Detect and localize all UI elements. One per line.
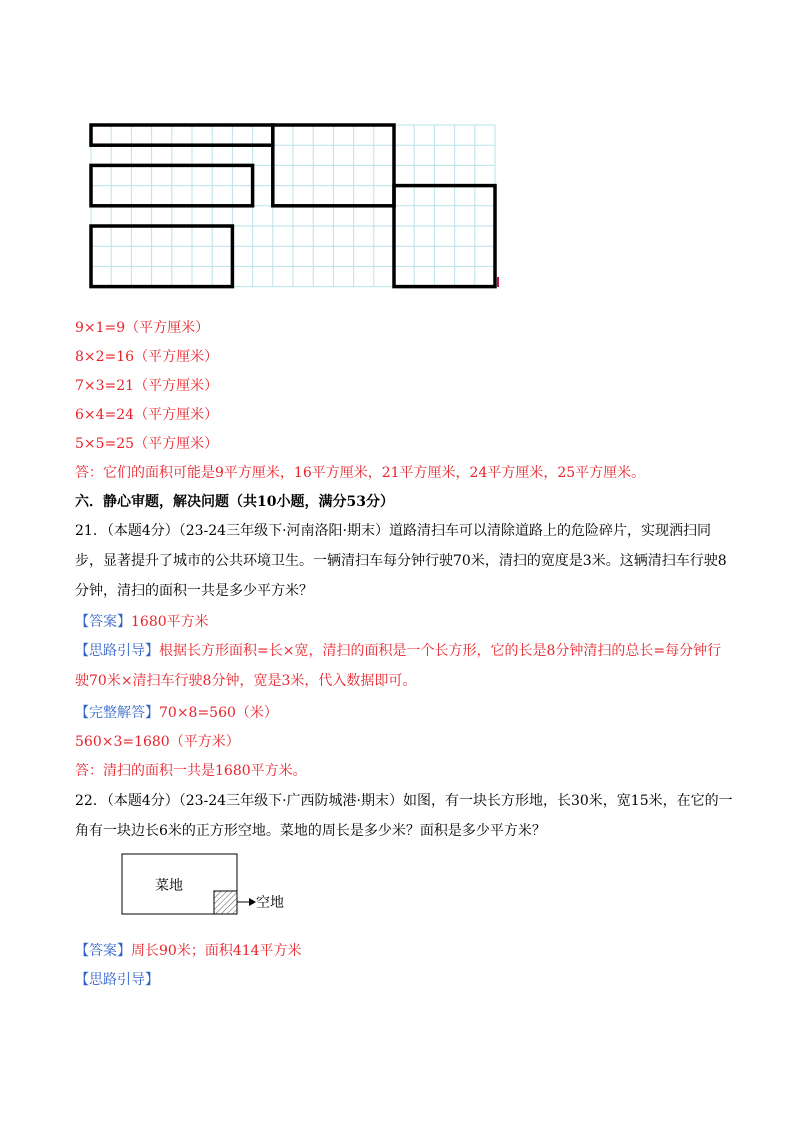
grid-edge-mark	[497, 277, 499, 287]
solution-line-2: 8×2=16（平方厘米）	[75, 349, 219, 365]
solution-line-1: 9×1=9（平方厘米）	[75, 320, 210, 336]
q21-solution	[75, 703, 278, 723]
answer-tag: 【答案】	[75, 943, 131, 959]
prev-answer: 答：它们的面积可能是9平方厘米，16平方厘米，21平方厘米，24平方厘米，25平方厘米。	[75, 465, 646, 481]
answer-value: 1680平方米	[131, 614, 209, 630]
grid-figure	[0, 0, 800, 300]
q22-hint-tag: 【思路引导】	[75, 972, 159, 988]
solution-line-3: 7×3=21（平方厘米）	[75, 378, 219, 394]
solution-step-1: 70×8=560（米）	[159, 705, 278, 721]
grid-rectangle-9x1	[91, 125, 273, 145]
arrow-head	[249, 898, 256, 906]
q22-answer	[75, 941, 302, 961]
question-21-text: 21．（本题4分）（23-24三年级下·河南洛阳·期末）道路清扫车可以清除道路上的危险碎片，实现洒扫同步，显著提升了城市的公共环境卫生。一辆清扫车每分钟行驶70米，清扫的宽度是3米。这辆清扫车行驶8分钟，清扫的面积一共是多少平方米？	[75, 523, 727, 599]
hint-tag: 【思路引导】	[75, 643, 159, 659]
hint-text: 根据长方形面积=长×宽，清扫的面积是一个长方形，它的长是8分钟清扫的总长=每分钟行驶70米×清扫车行驶8分钟，宽是3米，代入数据即可。	[75, 643, 722, 689]
q21-answer	[75, 612, 209, 632]
solution-step-2: 560×3=1680（平方米）	[75, 734, 240, 750]
empty-square	[214, 891, 237, 914]
answer-tag: 【答案】	[75, 614, 131, 630]
grid-rectangle-5x5	[394, 186, 495, 287]
solution-line-4: 6×4=24（平方厘米）	[75, 407, 219, 423]
solution-line-5: 5×5=25（平方厘米）	[75, 436, 219, 452]
q21-final-answer: 答：清扫的面积一共是1680平方米。	[75, 763, 307, 779]
grid-rectangle-7x3	[91, 226, 232, 287]
solution-tag: 【完整解答】	[75, 705, 159, 721]
q21-hint	[75, 636, 735, 696]
question-22-text: 22．（本题4分）（23-24三年级下·广西防城港·期末）如图，有一块长方形地，长30米，宽15米，在它的一角有一块边长6米的正方形空地。菜地的周长是多少米？面积是多少平方米？	[75, 793, 733, 839]
section-heading: 六．静心审题，解决问题（共10小题，满分53分）	[75, 494, 394, 510]
field-label: 菜地	[155, 878, 183, 894]
answer-value: 周长90米；面积414平方米	[131, 943, 302, 959]
empty-label: 空地	[256, 895, 284, 911]
field-figure	[115, 850, 315, 920]
